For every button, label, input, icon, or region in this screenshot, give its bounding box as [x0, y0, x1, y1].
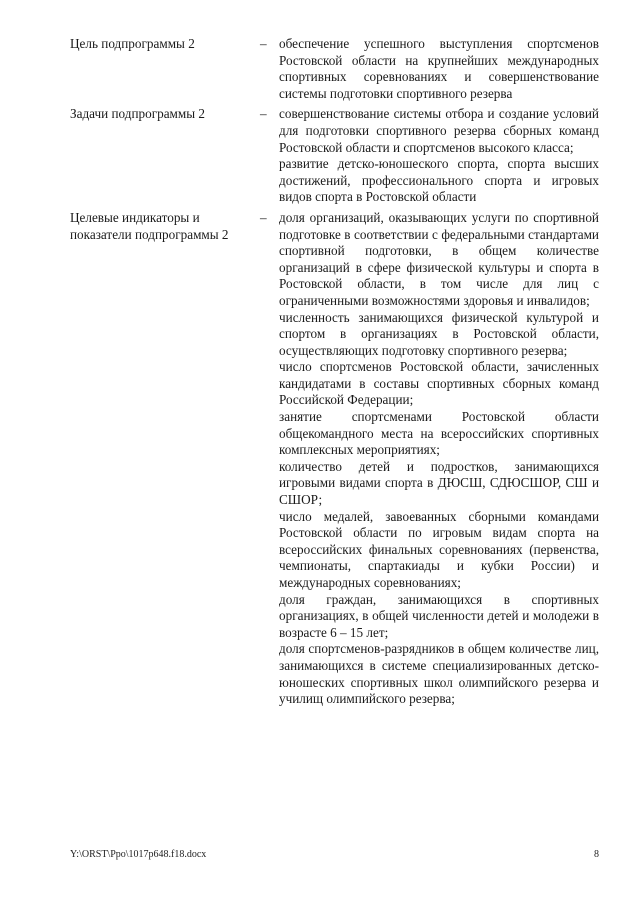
row-dash: – [260, 106, 267, 122]
row-indicators [70, 210, 599, 708]
row-content [279, 36, 599, 102]
page-footer [70, 849, 599, 860]
paragraph: обеспечение успешного выступления спортсменов Ростовской области на крупнейших международных спортивных соревнованиях и совершенствование системы подготовки спортивного резерва [279, 36, 599, 101]
paragraph: занятие спортсменами Ростовской области общекомандного места на всероссийских спортивных комплексных мероприятиях; [279, 409, 599, 458]
paragraph: число спортсменов Ростовской области, зачисленных кандидатами в составы спортивных сборных команд Российской Федерации; [279, 359, 599, 408]
document-body [70, 36, 599, 708]
paragraph: число медалей, завоеванных сборными командами Ростовской области по игровым видам спорта на всероссийских финальных соревнованиях (первенства, чемпионаты, спартакиады и кубки России) и международных соревнованиях; [279, 508, 599, 590]
row-dash: – [260, 209, 267, 225]
paragraph: доля граждан, занимающихся в спортивных организациях, в общей численности детей и молодежи в возрасте 6 – 15 лет; [279, 591, 599, 640]
page-number: 8 [594, 849, 599, 860]
row-goal [70, 36, 599, 102]
row-label: Задачи подпрограммы 2 [70, 106, 206, 122]
paragraph: численность занимающихся физической культурой и спортом в организациях в Ростовской области, осуществляющих подготовку спортивного резерва; [279, 309, 599, 358]
paragraph: доля организаций, оказывающих услуги по спортивной подготовке в соответствии с федеральными стандартами спортивной подготовки, в общем количестве организаций в сфере физической культуры и спорта в Ростовской области, в том числе для лиц с ограниченными возможностями здоровья и инвалидов; [279, 209, 599, 308]
row-label: Цель подпрограммы 2 [70, 36, 195, 51]
paragraph: совершенствование системы отбора и создание условий для подготовки спортивного резерва сборных команд Ростовской области и спортсменов высокого класса; [279, 106, 599, 155]
paragraph: доля спортсменов-разрядников в общем количестве лиц, занимающихся в системе специализированных детско-юношеских спортивных школ олимпийского резерва и училищ олимпийского резерва; [279, 641, 599, 707]
file-path: Y:\ORST\Ppo\1017p648.f18.docx [70, 849, 207, 860]
row-label: Целевые индикаторы и показатели подпрограммы 2 [70, 209, 229, 242]
row-tasks [70, 106, 599, 206]
row-content [279, 106, 599, 206]
row-content [279, 210, 599, 708]
row-dash: – [260, 36, 267, 51]
paragraph: развитие детско-юношеского спорта, спорта высших достижений, профессионального спорта и игровых видов спорта в Ростовской области [279, 156, 599, 205]
paragraph: количество детей и подростков, занимающихся игровыми видами спорта в ДЮСШ, СДЮСШОР, СШ и СШОР; [279, 458, 599, 508]
